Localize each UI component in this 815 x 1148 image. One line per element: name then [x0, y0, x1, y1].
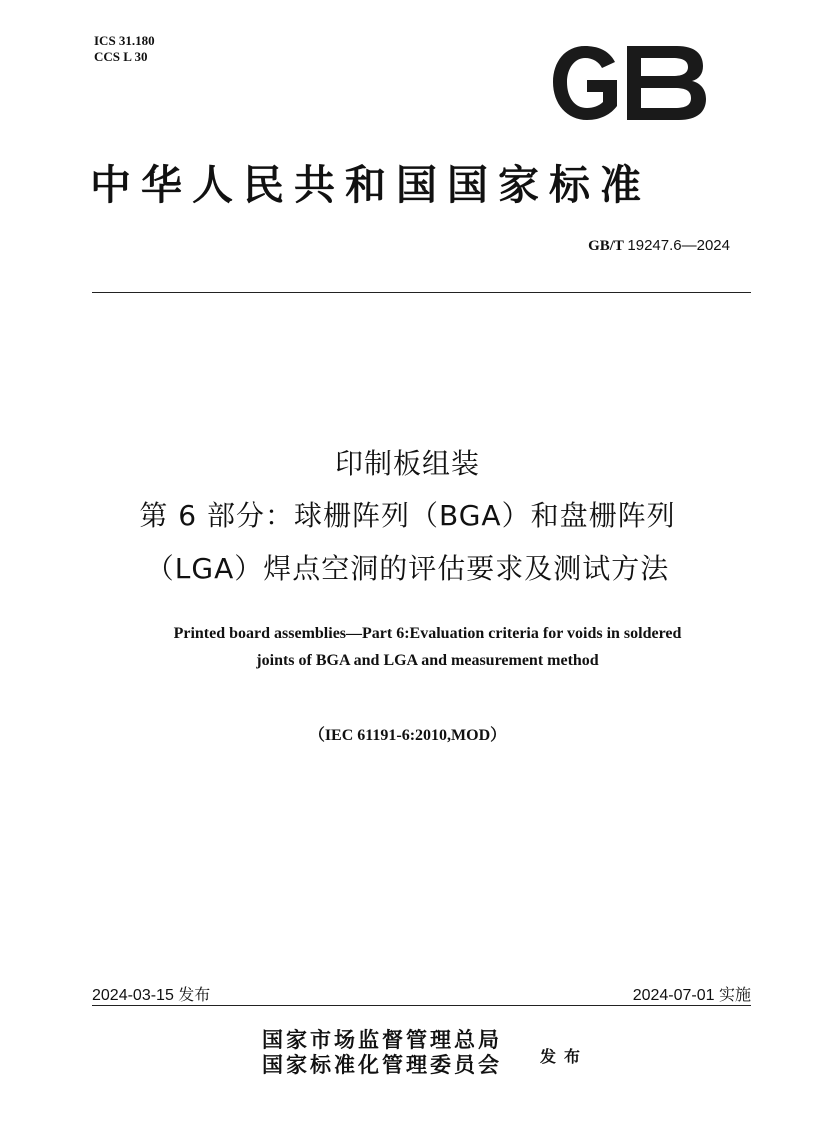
effective-date: 2024-07-01 实施: [632, 987, 751, 1004]
adoption-note: （IEC 61191-6:2010,MOD）: [308, 727, 507, 744]
ics-code: ICS 31.180: [94, 33, 155, 48]
header-divider: [92, 292, 751, 293]
ccs-code: CCS L 30: [94, 49, 148, 64]
issuer-sac: 国家标准化管理委员会: [262, 1053, 502, 1077]
gb-logo-graphic: [545, 40, 710, 125]
gb-logo-text: GB: [545, 40, 547, 41]
gb-logo: [545, 40, 710, 125]
publish-label: 发布: [540, 1047, 589, 1066]
issuing-authorities: [262, 1028, 502, 1078]
classification-codes: [94, 33, 155, 65]
title-cn-line1: 印制板组装: [334, 447, 480, 480]
standard-type-title: 中华人民共和国国家标准: [90, 161, 651, 209]
title-en-line1: Printed board assemblies—Part 6:Evaluation criteria for voids in soldered: [173, 625, 682, 642]
standard-number: [588, 237, 730, 255]
title-cn-line2: 第 6 部分：球栅阵列（BGA）和盘栅阵列: [139, 499, 676, 532]
title-cn-line3: （LGA）焊点空洞的评估要求及测试方法: [145, 552, 670, 585]
title-en-line2: joints of BGA and LGA and measurement method: [256, 652, 599, 669]
standard-number-value: 19247.6—2024: [627, 237, 730, 254]
issuer-samr: 国家市场监督管理总局: [262, 1028, 502, 1052]
standard-number-prefix: GB/T: [588, 238, 624, 254]
issue-date: 2024-03-15 发布: [92, 987, 211, 1004]
footer-divider: [92, 1005, 751, 1006]
